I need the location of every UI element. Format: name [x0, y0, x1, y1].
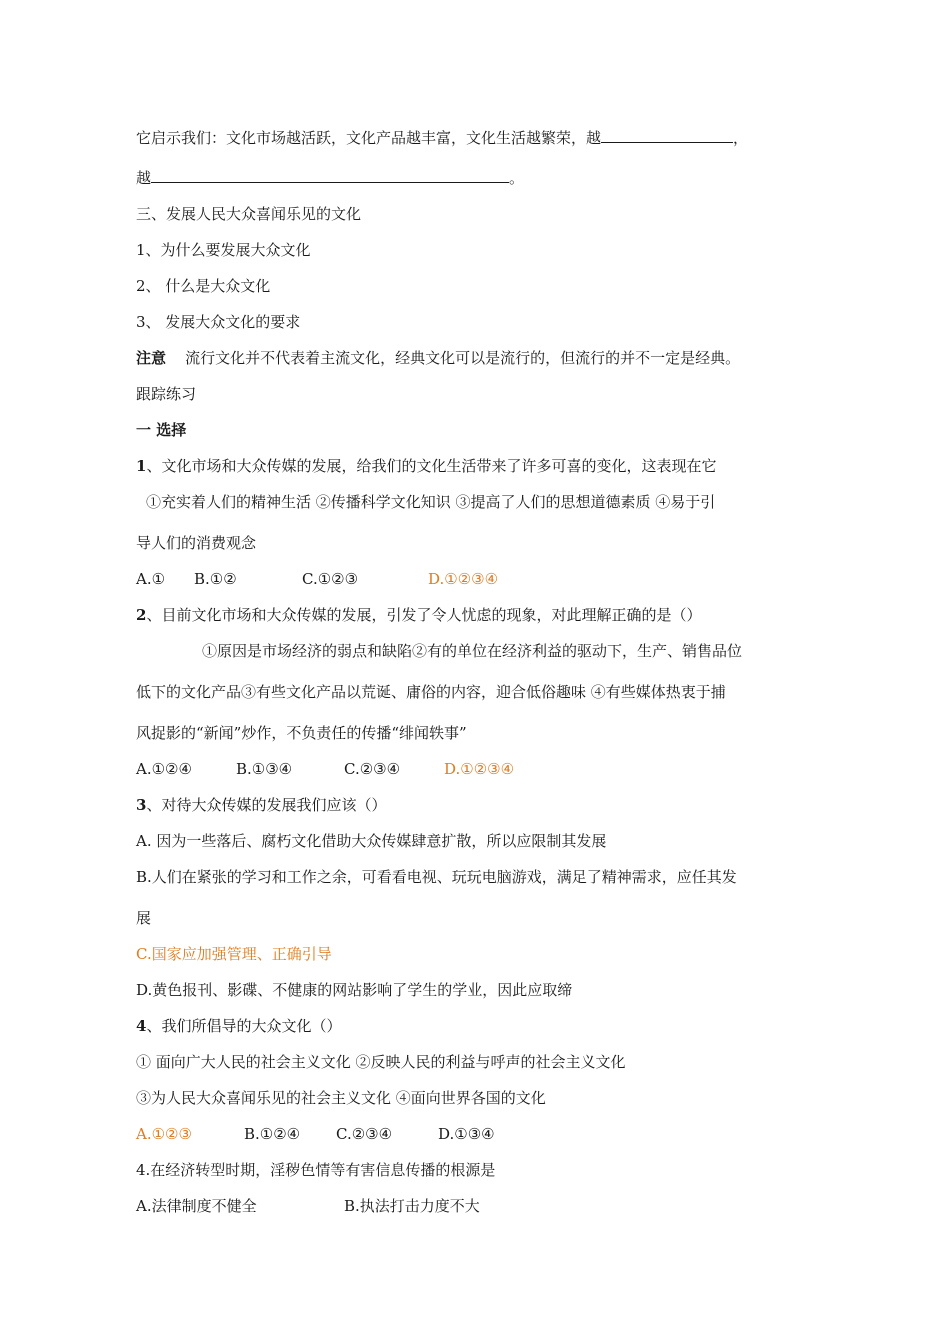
section-item-1: 1、为什么要发展大众文化: [136, 241, 311, 259]
q1-options-line-1: ①充实着人们的精神生活 ②传播科学文化知识 ③提高了人们的思想道德素质 ④易于引: [146, 493, 716, 511]
q2-choice-b[interactable]: B.①③④: [236, 760, 293, 778]
part-title: 一 选择: [136, 421, 187, 439]
q1-choice-d-answer[interactable]: D.①②③④: [428, 570, 499, 588]
q2-stem: 2、目前文化市场和大众传媒的发展，引发了令人忧虑的现象，对此理解正确的是（）: [136, 606, 702, 624]
q1-choice-b[interactable]: B.①②: [194, 570, 237, 588]
q4-choice-b[interactable]: B.①②④: [244, 1125, 301, 1143]
q4-choice-d[interactable]: D.①③④: [438, 1125, 495, 1143]
intro-line-1: 它启示我们：文化市场越活跃，文化产品越丰富，文化生活越繁荣，越 ，: [136, 129, 749, 147]
q3-choice-b-cont: 展: [136, 909, 152, 927]
q2-number: 2: [136, 606, 147, 624]
q1-stem: 1、文化市场和大众传媒的发展，给我们的文化生活带来了许多可喜的变化，这表现在它: [136, 457, 717, 475]
q2-choice-d-answer[interactable]: D.①②③④: [444, 760, 515, 778]
fill-blank-2[interactable]: [151, 167, 509, 183]
q4-choice-c[interactable]: C.②③④: [336, 1125, 393, 1143]
q3-choice-b[interactable]: B.人们在紧张的学习和工作之余，可看看电视、玩玩电脑游戏，满足了精神需求，应任其发: [136, 868, 737, 886]
q1-choice-c[interactable]: C.①②③: [302, 570, 359, 588]
note-text: 流行文化并不代表着主流文化，经典文化可以是流行的，但流行的并不一定是经典。: [185, 349, 741, 367]
q5-choice-b[interactable]: B.执法打击力度不大: [344, 1197, 480, 1215]
note-label: 注意: [136, 349, 167, 367]
section-heading: 三、发展人民大众喜闻乐见的文化: [136, 205, 362, 223]
q5-choice-a[interactable]: A.法律制度不健全: [136, 1197, 257, 1215]
practice-title: 跟踪练习: [136, 385, 197, 403]
q4-choice-a-answer[interactable]: A.①②③: [136, 1125, 192, 1143]
intro-line-2: 越 。: [136, 169, 525, 187]
q2-line-3: 风捉影的“新闻”炒作，不负责任的传播“绯闻轶事”: [136, 724, 467, 742]
q1-options-line-2: 导人们的消费观念: [136, 534, 257, 552]
q4-line-1: ① 面向广大人民的社会主义文化 ②反映人民的利益与呼声的社会主义文化: [136, 1053, 626, 1071]
q3-choice-a[interactable]: A. 因为一些落后、腐朽文化借助大众传媒肆意扩散，所以应限制其发展: [136, 832, 607, 850]
q5-stem: 4.在经济转型时期，淫秽色情等有害信息传播的根源是: [136, 1161, 496, 1179]
section-item-2: 2、 什么是大众文化: [136, 277, 271, 295]
q4-line-2: ③为人民大众喜闻乐见的社会主义文化 ④面向世界各国的文化: [136, 1089, 546, 1107]
note-line: [136, 348, 740, 368]
q2-line-1: ①原因是市场经济的弱点和缺陷②有的单位在经济利益的驱动下，生产、销售品位: [202, 642, 743, 660]
q3-choice-c-answer[interactable]: C.国家应加强管理、正确引导: [136, 945, 332, 963]
section-item-3: 3、 发展大众文化的要求: [136, 313, 301, 331]
q2-choice-a[interactable]: A.①②④: [136, 760, 192, 778]
fill-blank-1[interactable]: [601, 127, 733, 143]
q1-number: 1: [136, 457, 147, 475]
q4-number: 4: [136, 1017, 147, 1035]
q1-choice-a[interactable]: A.①: [136, 570, 166, 588]
q2-line-2: 低下的文化产品③有些文化产品以荒诞、庸俗的内容，迎合低俗趣味 ④有些媒体热衷于捕: [136, 683, 726, 701]
q3-choice-d[interactable]: D.黄色报刊、影碟、不健康的网站影响了学生的学业，因此应取缔: [136, 981, 573, 999]
q4-stem: 4、我们所倡导的大众文化（）: [136, 1017, 342, 1035]
q3-number: 3: [136, 796, 147, 814]
q3-stem: 3、对待大众传媒的发展我们应该（）: [136, 796, 387, 814]
q2-choice-c[interactable]: C.②③④: [344, 760, 401, 778]
